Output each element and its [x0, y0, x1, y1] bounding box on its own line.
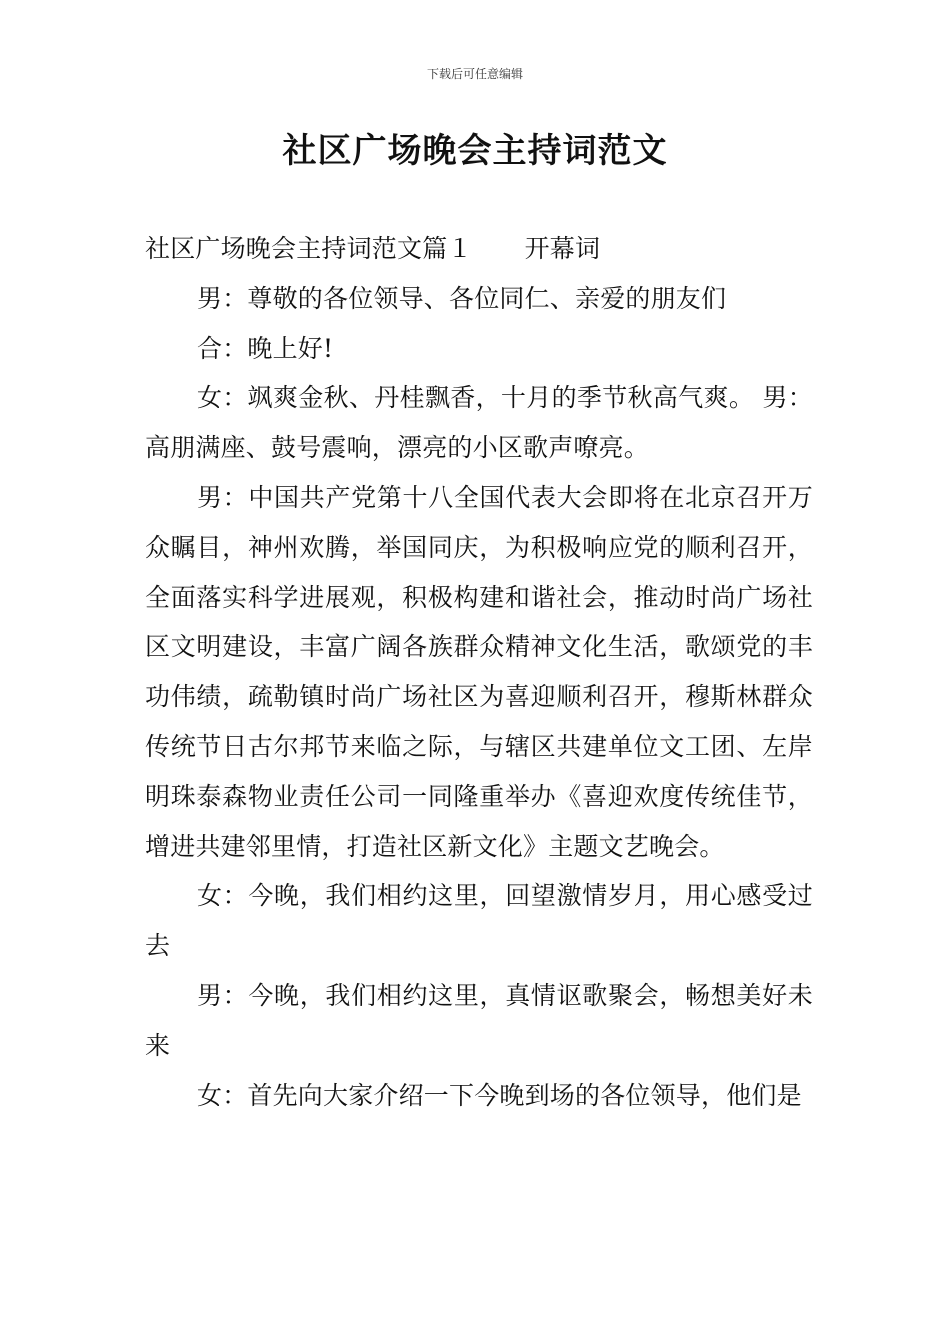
document-body — [145, 224, 813, 1120]
paragraph: 男：今晚，我们相约这里，真情讴歌聚会，畅想美好未来 — [145, 980, 813, 1060]
section-heading-sub: 开幕词 — [524, 234, 601, 263]
paragraph: 合：晚上好! — [197, 333, 334, 363]
section-heading — [145, 224, 813, 274]
section-heading-label: 社区广场晚会主持词范文篇１ — [145, 234, 473, 263]
paragraph: 男：中国共产党第十八全国代表大会即将在北京召开万众瞩目，神州欢腾，举国同庆，为积极响应党的顺利召开，全面落实科学进展观，积极构建和谐社会，推动时尚广场社区文明建设，丰富广阔各族群众精神文化生活，歌颂党的丰功伟绩，疏勒镇时尚广场社区为喜迎顺利召开，穆斯林群众传统节日古尔邦节来临之际，与辖区共建单位文工团、左岸明珠泰森物业责任公司一同隆重举办《喜迎欢度传统佳节，增进共建邻里情，打造社区新文化》主题文艺晚会。 — [145, 482, 813, 861]
paragraph: 女：今晚，我们相约这里，回望激情岁月，用心感受过去 — [145, 881, 813, 961]
paragraph: 女：首先向大家介绍一下今晚到场的各位领导，他们是 — [197, 1080, 802, 1110]
paragraph: 女：飒爽金秋、丹桂飘香，十月的季节秋高气爽。 男：高朋满座、鼓号震响，漂亮的小区歌声嘹亮。 — [145, 383, 813, 463]
paragraph: 男：尊敬的各位领导、各位同仁、亲爱的朋友们 — [197, 283, 727, 313]
document-title: 社区广场晚会主持词范文 — [282, 131, 668, 171]
header-note: 下载后可任意编辑 — [426, 67, 523, 81]
